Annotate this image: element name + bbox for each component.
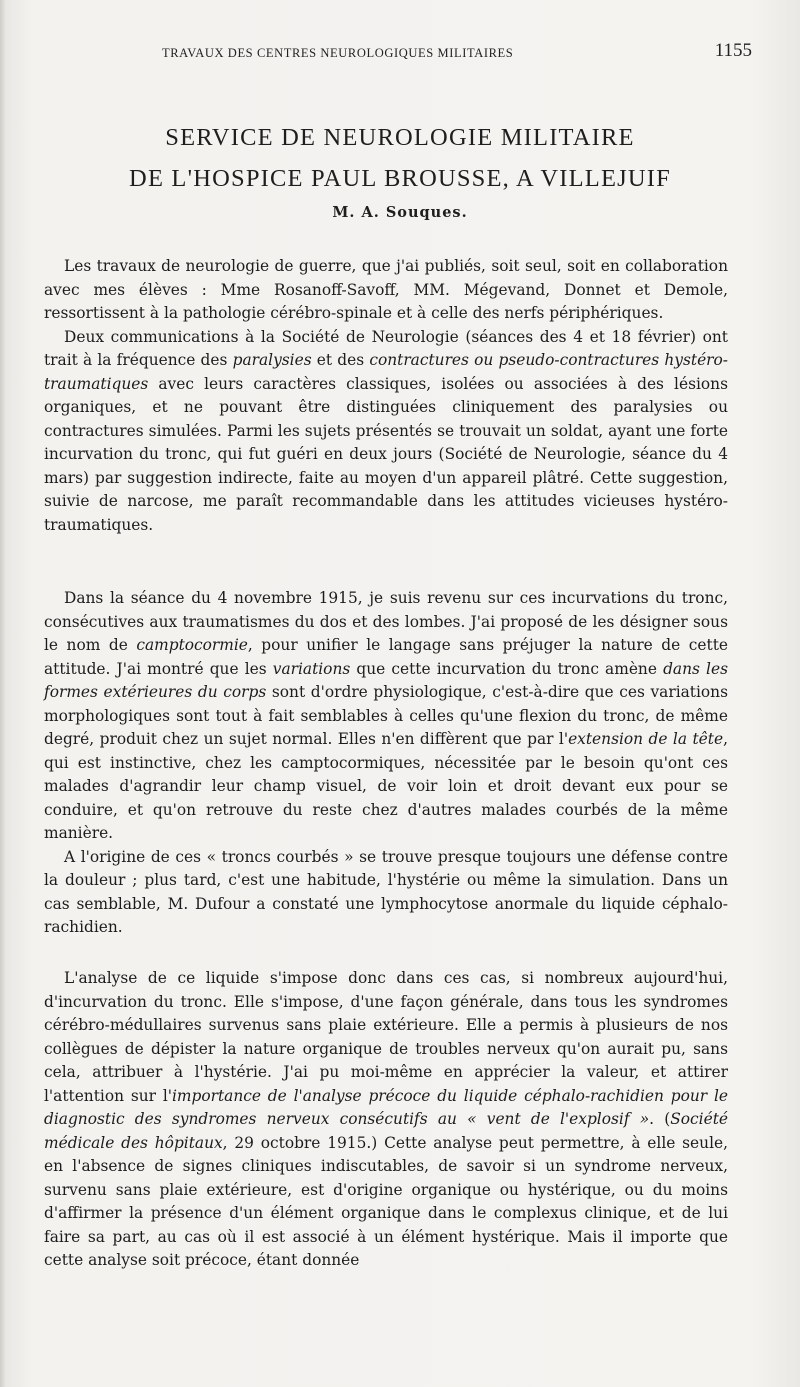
page-number: 1155 bbox=[714, 40, 752, 61]
text-block-1 bbox=[44, 255, 728, 537]
italic-term: paralysies bbox=[232, 351, 312, 369]
article-title-line-2: DE L'HOSPICE PAUL BROUSSE, A VILLEJUIF bbox=[129, 165, 671, 192]
paragraph-analyse bbox=[44, 967, 728, 1273]
italic-term: variations bbox=[272, 659, 351, 678]
article-title-line-1: SERVICE DE NEUROLOGIE MILITAIRE bbox=[165, 124, 635, 151]
article-author: M. A. Souques. bbox=[332, 204, 468, 221]
paragraph-text: , pour unifier le langage sans préjuger la nature de cette attitude. J'ai montré que les bbox=[44, 636, 728, 678]
running-header: TRAVAUX DES CENTRES NEUROLOGIQUES MILITAIRES bbox=[162, 46, 514, 60]
paragraph-text: avec leurs caractères classiques, isolées ou associées à des lésions organiques, et ne pouvant être distinguées cliniquement des paralysies ou contractures simulées. Parmi les sujets présentés se trouvait un soldat, ayant une forte incurvation du tronc, qui fut guéri en deux jours (Société de Neurologie, séance du 4 mars) par suggestion indirecte, faite au moyen d'un appareil plâtré. Cette suggestion, suivie de narcose, me paraît recommandable dans les attitudes vicieuses hystéro-traumatiques. bbox=[44, 374, 728, 534]
paragraph-text: et des bbox=[311, 351, 370, 369]
italic-term: camptocormie bbox=[136, 636, 248, 654]
paragraph-communications bbox=[44, 326, 728, 538]
paragraph-text: Deux communications à la Société de Neurologie (séances des 4 et 18 février) ont trait à la fréquence des bbox=[44, 327, 728, 369]
paragraph-origine: A l'origine de ces « troncs courbés » se trouve presque toujours une défense contre la douleur ; plus tard, c'est une habitude, l'hystérie ou même la simulation. Dans un cas semblable, M. Dufour a constaté une lymphocytose anormale du liquide céphalo-rachidien. bbox=[44, 847, 728, 936]
italic-term: dans les formes extérieures du corps bbox=[44, 659, 728, 701]
italic-term: importance de l'analyse précoce du liquide céphalo-rachidien pour le diagnostic des syndromes nerveux consécutifs au « vent de l'explosif » bbox=[44, 1086, 728, 1128]
paragraph-intro: Les travaux de neurologie de guerre, que j'ai publiés, soit seul, soit en collaboration avec mes élèves : Mme Rosanoff-Savoff, MM. Mégevand, Donnet et Demole, ressortissent à la pathologie cérébro-spinale et à celle des nerfs périphériques. bbox=[44, 257, 728, 322]
italic-term: contractures ou pseudo-contractures hystéro-traumatiques bbox=[44, 351, 729, 393]
paragraph-text: L'analyse de ce liquide s'impose donc dans ces cas, si nombreux aujourd'hui, d'incurvation du tronc. Elle s'impose, d'une façon générale, dans tous les syndromes cérébro-médullaires survenus sans plaie extérieure. Elle a permis à plusieurs de nos collègues de dépister la nature organique de troubles nerveux qu'on aurait pu, sans cela, attribuer à l'hystérie. J'ai pu moi-même en apprécier la valeur, et attirer l'attention sur l' bbox=[44, 969, 728, 1105]
paragraph-camptocormie bbox=[44, 587, 728, 846]
text-block-2 bbox=[44, 587, 728, 940]
paragraph-text: , qui est instinctive, chez les camptocormiques, nécessitée par le besoin qu'ont ces malades d'agrandir leur champ visuel, de voir loin et droit devant eux pour se conduire, et qu'on retrouve du reste chez d'autres malades courbés de la même manière. bbox=[44, 730, 728, 842]
paragraph-text: Dans la séance du 4 novembre 1915, je suis revenu sur ces incurvations du tronc, consécutives aux traumatismes du dos et des lombes. J'ai proposé de les désigner sous le nom de bbox=[44, 589, 728, 654]
text-block-3 bbox=[44, 967, 728, 1273]
paragraph-text: que cette incurvation du tronc amène bbox=[350, 659, 664, 678]
paragraph-text: sont d'ordre physiologique, c'est-à-dire que ces variations morphologiques sont tout à fait semblables à celles qu'une flexion du tronc, de même degré, produit chez un sujet normal. Elles n'en diffèrent que par l' bbox=[44, 683, 728, 748]
italic-term: extension de la tête bbox=[568, 730, 724, 748]
paragraph-text: , 29 octobre 1915.) Cette analyse peut permettre, à elle seule, en l'absence de signes cliniques indiscutables, de savoir si un syndrome nerveux, survenu sans plaie extérieure, est d'origine organique ou hystérique, ou du moins d'affirmer la présence d'un élément organique dans le complexus clinique, et de lui faire sa part, au cas où il est associé à un élément hystérique. Mais il importe que cette analyse soit précoce, étant donnée bbox=[44, 1133, 728, 1269]
italic-citation: Société médicale des hôpitaux bbox=[44, 1110, 728, 1152]
paragraph-text: . ( bbox=[649, 1110, 671, 1128]
